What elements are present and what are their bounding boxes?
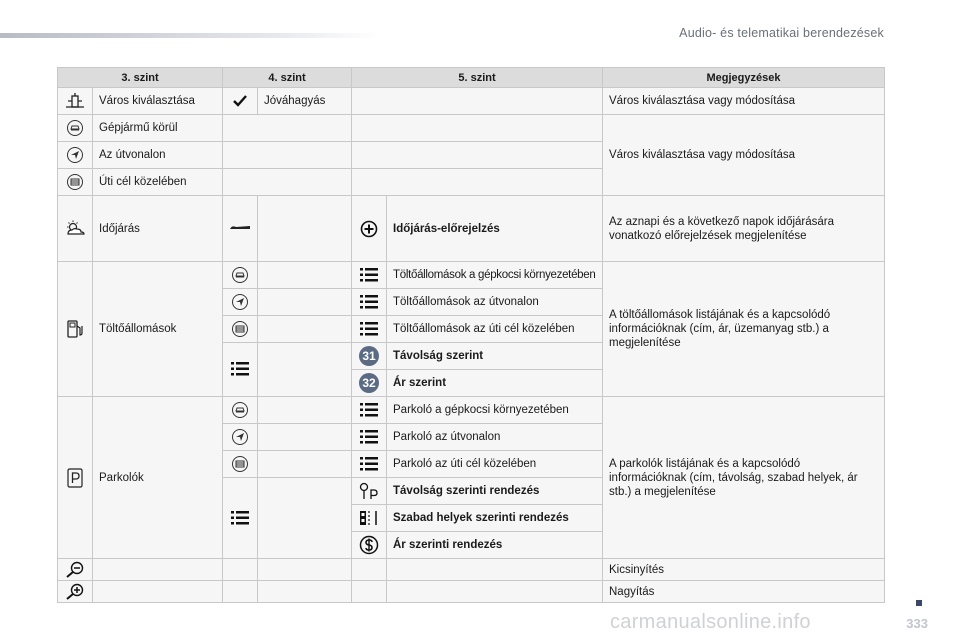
- column-header: Megjegyzések: [603, 68, 885, 88]
- around-vehicle-icon: [58, 115, 93, 142]
- note: A parkolók listájának és a kapcsolódó információknak (cím, távolság, szabad helyek, ár stb.) a megjelenítése: [603, 397, 885, 559]
- header-rule: [0, 33, 380, 38]
- page-marker: [916, 600, 922, 606]
- level3-label: Töltőállomások: [93, 262, 223, 397]
- around-vehicle-icon: [223, 262, 258, 289]
- check-icon: [223, 88, 258, 115]
- column-header: 3. szint: [58, 68, 223, 88]
- table-row: [58, 397, 885, 424]
- menu-levels-table: [57, 67, 885, 603]
- level5-label: Parkoló az úti cél közelében: [387, 451, 603, 478]
- level5-label: Töltőállomások a gépkocsi környezetében: [387, 262, 603, 289]
- level4-label: Jóváhagyás: [258, 88, 352, 115]
- level5-label: Ár szerint: [387, 370, 603, 397]
- table-row: [58, 262, 885, 289]
- table-row: [58, 559, 885, 581]
- city-select-icon: [58, 88, 93, 115]
- on-route-icon: [223, 424, 258, 451]
- column-header: 4. szint: [223, 68, 352, 88]
- watermark: carmanualsonline.info: [610, 611, 811, 633]
- list-icon: [352, 451, 387, 478]
- on-route-icon: [58, 142, 93, 169]
- list-icon: [352, 289, 387, 316]
- level3-label: Város kiválasztása: [93, 88, 223, 115]
- around-vehicle-icon: [223, 397, 258, 424]
- table-header-row: [58, 68, 885, 88]
- list-icon: [223, 343, 258, 397]
- list-icon: [223, 478, 258, 559]
- column-header: 5. szint: [352, 68, 603, 88]
- note: Kicsinyítés: [603, 559, 885, 581]
- note: Város kiválasztása vagy módosítása: [603, 115, 885, 196]
- level5-label: Parkoló az útvonalon: [387, 424, 603, 451]
- level5-label: Parkoló a gépkocsi környezetében: [387, 397, 603, 424]
- table-row: [58, 88, 885, 115]
- note: Az aznapi és a következő napok időjárására vonatkozó előrejelzések megjelenítése: [603, 196, 885, 262]
- table-row: [58, 196, 885, 262]
- note: Város kiválasztása vagy módosítása: [603, 88, 885, 115]
- note: A töltőállomások listájának és a kapcsolódó információknak (cím, ár, üzemanyag stb.) a megjelenítése: [603, 262, 885, 397]
- level5-label: Időjárás-előrejelzés: [387, 196, 603, 262]
- level3-label: Parkolók: [93, 397, 223, 559]
- near-destination-icon: [223, 451, 258, 478]
- level5-label: Szabad helyek szerinti rendezés: [387, 505, 603, 532]
- list-icon: [352, 397, 387, 424]
- on-route-icon: [223, 289, 258, 316]
- weather-icon: [58, 196, 93, 262]
- near-destination-icon: [58, 169, 93, 196]
- sort-distance-icon: [352, 478, 387, 505]
- callout-badge: 32: [359, 373, 379, 393]
- table-row: [58, 115, 885, 142]
- level5-label: Távolság szerinti rendezés: [387, 478, 603, 505]
- list-icon: [352, 424, 387, 451]
- callout-badge: 31: [359, 346, 379, 366]
- sort-price-icon: [352, 532, 387, 559]
- level5-label: Töltőállomások az úti cél közelében: [387, 316, 603, 343]
- level3-label: Időjárás: [93, 196, 223, 262]
- level5-label: Távolság szerint: [387, 343, 603, 370]
- section-title: Audio- és telematikai berendezések: [679, 26, 884, 40]
- plus-circle-icon: [352, 196, 387, 262]
- sort-free-spaces-icon: [352, 505, 387, 532]
- level3-label: Az útvonalon: [93, 142, 223, 169]
- page-number: 333: [906, 616, 928, 631]
- near-destination-icon: [223, 316, 258, 343]
- zoom-in-icon: [58, 581, 93, 603]
- level3-label: Gépjármű körül: [93, 115, 223, 142]
- zoom-out-icon: [58, 559, 93, 581]
- list-icon: [352, 316, 387, 343]
- list-icon: [352, 262, 387, 289]
- level5-label: Töltőállomások az útvonalon: [387, 289, 603, 316]
- parking-icon: [58, 397, 93, 559]
- fuel-station-icon: [58, 262, 93, 397]
- table-row: [58, 581, 885, 603]
- note: Nagyítás: [603, 581, 885, 603]
- level5-label: Ár szerinti rendezés: [387, 532, 603, 559]
- temperature-slider-icon: [223, 196, 258, 262]
- level3-label: Úti cél közelében: [93, 169, 223, 196]
